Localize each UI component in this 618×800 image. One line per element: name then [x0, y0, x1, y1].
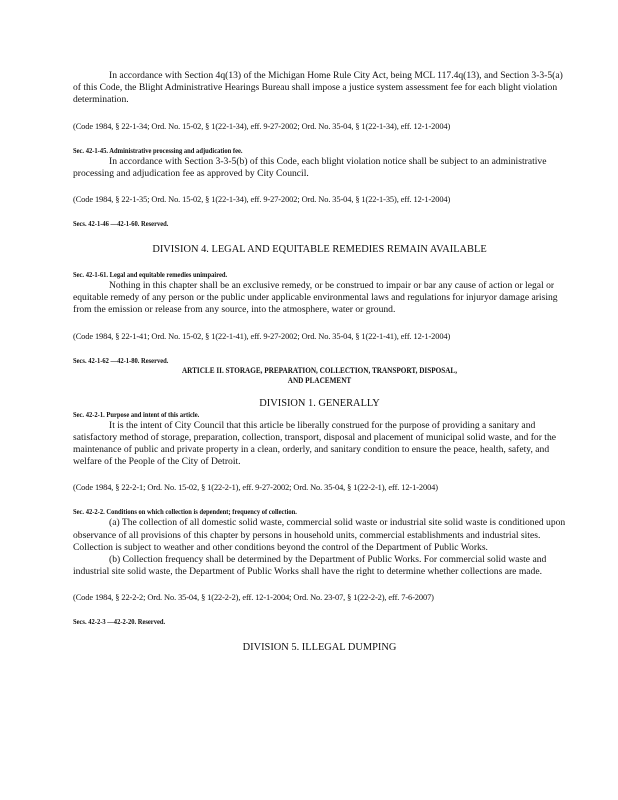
paragraph-collection-b: (b) Collection frequency shall be determined by the Department of Public Works. For commercial solid waste and industrial site solid waste, the Department of Public Works shall have the right to determine whether collections are made. — [73, 554, 547, 578]
history-note: (Code 1984, § 22-2-2; Ord. No. 35-04, § 1(22-2-2), eff. 12-1-2004; Ord. No. 23-07, § 1(22-2-2), eff. 7-6-2007) — [73, 593, 434, 603]
article-heading: ARTICLE II. STORAGE, PREPARATION, COLLECTION, TRANSPORT, DISPOSAL, AND PLACEMENT — [181, 365, 458, 386]
division-heading: DIVISION 4. LEGAL AND EQUITABLE REMEDIES REMAIN AVAILABLE — [152, 244, 487, 256]
division-heading: DIVISION 1. GENERALLY — [259, 397, 380, 409]
history-note: (Code 1984, § 22-2-1; Ord. No. 15-02, § 1(22-2-1), eff. 9-27-2002; Ord. No. 35-04, § 1(22-2-1), eff. 12-1-2004) — [73, 483, 438, 493]
section-heading: Sec. 42-2-2. Conditions on which collection is dependent; frequency of collection. — [73, 507, 297, 517]
section-heading: Sec. 42-1-45. Administrative processing and adjudication fee. — [73, 145, 243, 155]
paragraph-justice-fee: In accordance with Section 4q(13) of the Michigan Home Rule City Act, being MCL 117.4q(13), and Section 3-3-5(a) of this Code, the Blight Administrative Hearings Bureau shall impose a justice system assessment fee for each blight violation determination. — [73, 70, 563, 106]
paragraph-processing-fee: In accordance with Section 3-3-5(b) of this Code, each blight violation notice shall be subject to an administrative processing and adjudication fee as approved by City Council. — [73, 155, 547, 179]
history-note: (Code 1984, § 22-1-35; Ord. No. 15-02, § 1(22-1-34), eff. 9-27-2002; Ord. No. 35-04, § 1(22-1-35), eff. 12-1-2004) — [73, 195, 451, 205]
reserved-sections: Secs. 42-1-62 —42-1-80. Reserved. — [73, 355, 169, 365]
history-note: (Code 1984, § 22-1-41; Ord. No. 15-02, § 1(22-1-41), eff. 9-27-2002; Ord. No. 35-04, § 1(22-1-41), eff. 12-1-2004) — [73, 331, 451, 341]
history-note: (Code 1984, § 22-1-34; Ord. No. 15-02, § 1(22-1-34), eff. 9-27-2002; Ord. No. 35-04, § 1(22-1-34), eff. 12-1-2004) — [73, 121, 451, 131]
reserved-sections: Secs. 42-1-46 —42-1-60. Reserved. — [73, 219, 169, 229]
division-heading: DIVISION 5. ILLEGAL DUMPING — [242, 642, 397, 654]
paragraph-purpose: It is the intent of City Council that this article be liberally construed for the purpose of providing a sanitary and satisfactory method of storage, preparation, collection, transport, disposal and placement of municipal solid waste, and for the maintenance of public and private property in a clean, orderly, and sanitary condition to ensure the peace, health, safety, and welfare of the People of the City of Detroit. — [73, 419, 557, 468]
reserved-sections: Secs. 42-2-3 —42-2-20. Reserved. — [73, 617, 166, 627]
paragraph-collection-a: (a) The collection of all domestic solid waste, commercial solid waste or industrial site solid waste is conditioned upon observance of all provisions of this chapter by persons in household units, commercial establishments and industrial sites. Collection is subject to weather and other conditions beyond the control of the Department of Public Works. — [73, 517, 566, 553]
section-heading: Sec. 42-1-61. Legal and equitable remedies unimpaired. — [73, 270, 228, 280]
section-heading: Sec. 42-2-1. Purpose and intent of this article. — [73, 409, 200, 419]
paragraph-remedies: Nothing in this chapter shall be an exclusive remedy, or be construed to impair or bar any cause of action or legal or equitable remedy of any person or the public under applicable environmental laws and regulations for injuryor damage arising from the emission or release from any source, into the atmosphere, water or ground. — [73, 280, 558, 316]
